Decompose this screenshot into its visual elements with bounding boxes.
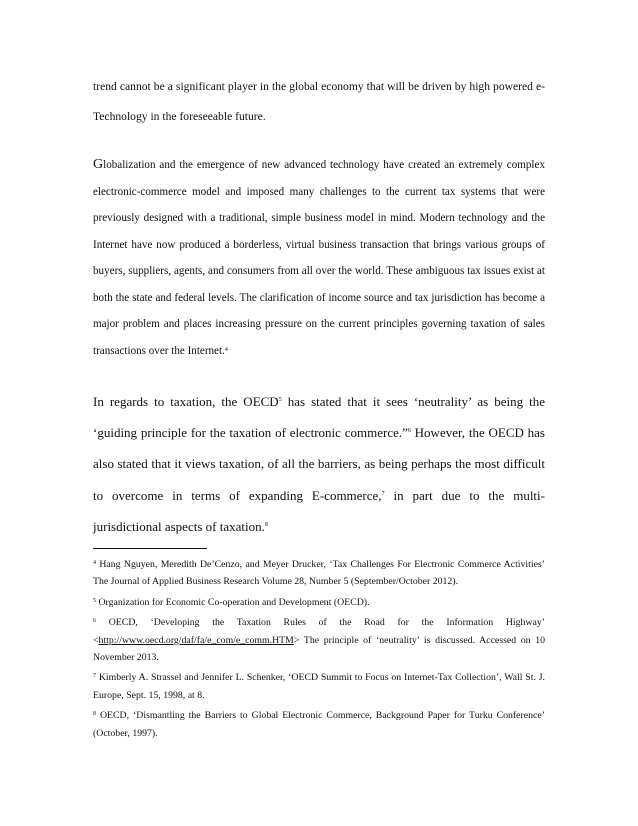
footnote-ref-6: 6 (407, 428, 411, 435)
paragraph-3-text-1: In regards to taxation, the OECD (93, 394, 279, 409)
footnote-ref-8: 8 (264, 521, 268, 528)
footnote-separator (93, 548, 207, 549)
paragraph-2-text: lobalization and the emergence of new advanced technology have created an extremely complex electronic-commerce model and imposed many challenges to the current tax systems that were previously designed with a traditional, simple business model in mind. Modern technology and the Internet have now produced a borderless, virtual business transaction that brings various groups of buyers, suppliers, agents, and consumers from all over the world. These ambiguous tax issues exist at both the state and federal levels. The clarification of income source and tax jurisdiction has become a major problem and places increasing pressure on the current principles governing taxation of sales transactions over the Internet. (93, 159, 545, 357)
footnote-4: $^4$ Hang Nguyen, Meredith De’Cenzo, and Meyer Drucker, ‘Tax Challenges For Electronic Commerce Activities’ The Journal of Applied Business Research Volume 28, Number 5 (September/October 2012). (93, 559, 546, 588)
paragraph-2-initial: G (93, 157, 104, 172)
footnote-7: $^7$ Kimberly A. Strassel and Jennifer L. Schenker, ‘OECD Summit to Focus on Internet-Tax Collection’, Wall St. J. Europe, Sept. 15, 1998, at 8. (93, 672, 545, 701)
footnote-ref-5: 5 (278, 397, 282, 403)
paragraph-globalization (93, 152, 545, 364)
footnote-6: $^6$ OECD, ‘Developing the Taxation Rules of the Road for the Information Highway’ <http://www.oecd.org/daf/fa/e_com/e_comm.HTM> The principle of ‘neutrality’ is discussed. Accessed on 10 November 2013. (93, 617, 545, 664)
footnote-ref-4: 4 (224, 346, 228, 353)
oecd-link[interactable]: http://www.oecd.org/daf/fa/e_com/e_comm.HTM (98, 634, 294, 646)
footnote-ref-7: 7 (381, 490, 385, 497)
paragraph-3-text-4: in part due to the multi-jurisdictional aspects of taxation. (93, 487, 545, 534)
paragraph-continuation (93, 72, 545, 132)
footnote-5: $^5$ Organization for Economic Co-operation and Development (OECD). (93, 596, 370, 608)
footnotes (93, 556, 545, 745)
paragraph-oecd-taxation (93, 386, 545, 542)
paragraph-3-text-3: However, the OECD has also stated that it views taxation, of all the barriers, as being perhaps the most difficult to overcome in terms of expanding E-commerce, (93, 425, 545, 503)
paragraph-3-text-2: has stated that it sees ‘neutrality’ as being the ‘guiding principle for the taxation of electronic commerce.” (93, 394, 546, 441)
footnote-8: $^8$ OECD, ‘Dismantling the Barriers to Global Electronic Commerce, Background Paper for Turku Conference’ (October, 1997). (93, 710, 545, 739)
paragraph-1-text: trend cannot be a significant player in the global economy that will be driven by high powered e-Technology in the foreseeable future. (93, 80, 545, 123)
